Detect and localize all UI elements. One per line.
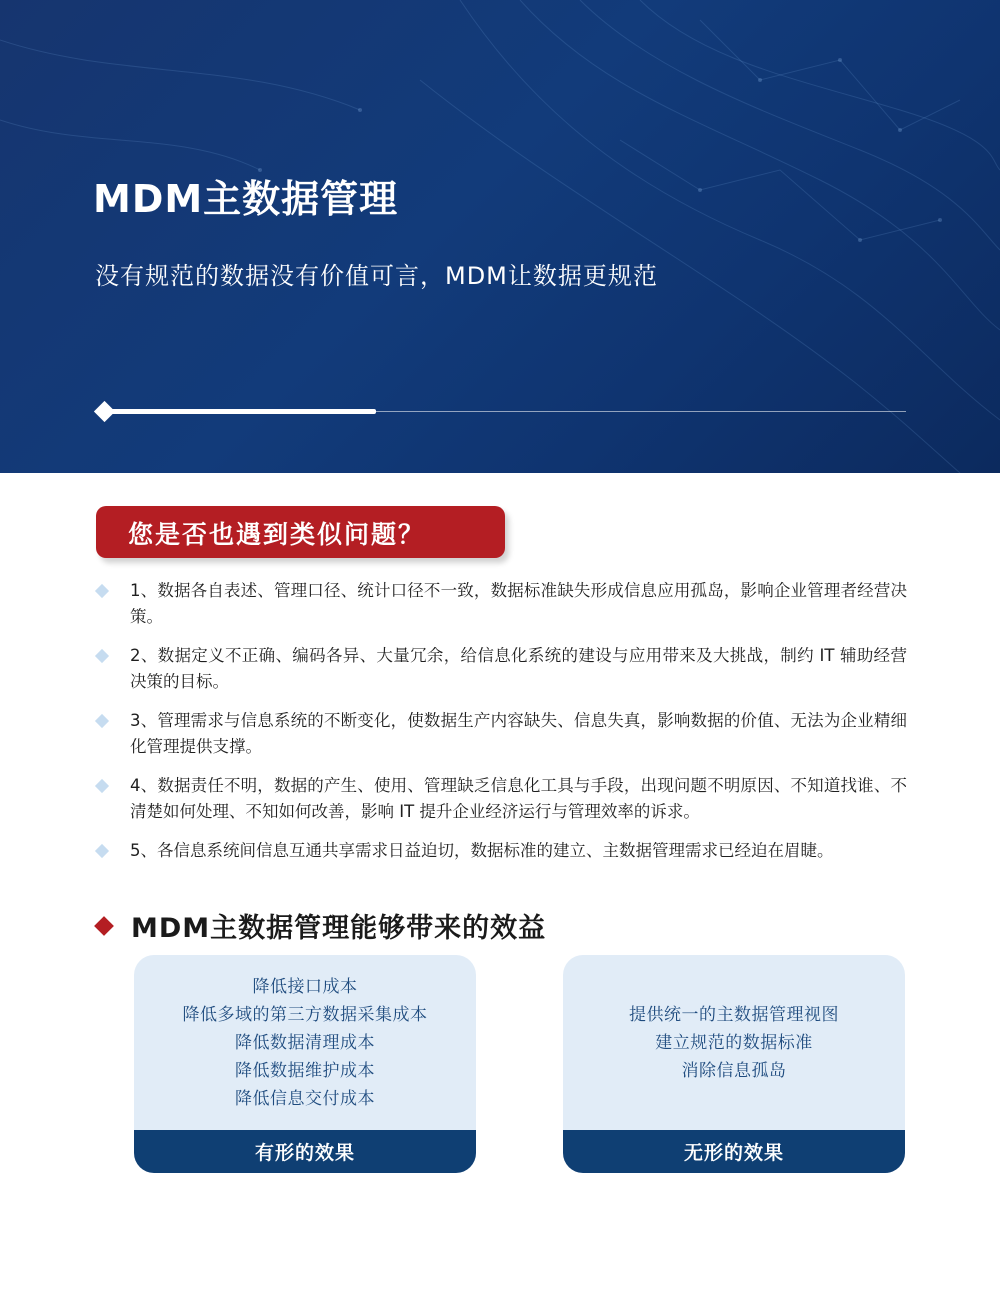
list-item-text: 4、数据责任不明，数据的产生、使用、管理缺乏信息化工具与手段，出现问题不明原因、不知道找谁、不清楚如何处理、不知如何改善，影响 IT 提升企业经济运行与管理效率的诉求。: [130, 776, 907, 821]
card-line: 降低多域的第三方数据采集成本: [182, 1004, 428, 1025]
card-lines: [134, 955, 476, 1130]
list-item: [95, 708, 907, 760]
question-banner: [96, 506, 505, 558]
list-item: [95, 838, 907, 864]
page-title: MDM主数据管理: [93, 177, 399, 221]
card-line: 降低数据维护成本: [235, 1060, 375, 1081]
card-line: 降低数据清理成本: [235, 1032, 375, 1053]
card-line: 降低信息交付成本: [235, 1088, 375, 1109]
network-background: [0, 0, 1000, 473]
card-footer: 有形的效果: [134, 1130, 476, 1173]
diamond-bullet-icon: [95, 779, 109, 793]
list-item: [95, 773, 907, 825]
list-item-text: 1、数据各自表述、管理口径、统计口径不一致，数据标准缺失形成信息应用孤岛，影响企业管理者经营决策。: [130, 581, 907, 626]
hero-banner: [0, 0, 1000, 473]
card-lines: [563, 955, 905, 1130]
list-item-text: 5、各信息系统间信息互通共享需求日益迫切，数据标准的建立、主数据管理需求已经迫在眉睫。: [130, 841, 834, 860]
card-line: 消除信息孤岛: [681, 1060, 787, 1081]
list-item-text: 3、管理需求与信息系统的不断变化，使数据生产内容缺失、信息失真，影响数据的价值、无法为企业精细化管理提供支撑。: [130, 711, 907, 756]
page-subtitle: 没有规范的数据没有价值可言，MDM让数据更规范: [95, 262, 658, 290]
card-line: 降低接口成本: [252, 976, 358, 997]
diamond-bullet-icon: [95, 844, 109, 858]
card-footer: 无形的效果: [563, 1130, 905, 1173]
intangible-benefits-card: [563, 955, 905, 1173]
card-line: 提供统一的主数据管理视图: [629, 1004, 839, 1025]
diamond-bullet-icon: [95, 584, 109, 598]
question-banner-label: 您是否也遇到类似问题？: [128, 520, 426, 549]
diamond-bullet-icon: [95, 649, 109, 663]
tangible-benefits-card: [134, 955, 476, 1173]
list-item: [95, 643, 907, 695]
diamond-bullet-icon: [95, 714, 109, 728]
card-line: 建立规范的数据标准: [655, 1032, 813, 1053]
divider-accent-bar: [104, 409, 376, 414]
problem-list: [95, 578, 907, 877]
list-item-text: 2、数据定义不正确、编码各异、大量冗余，给信息化系统的建设与应用带来及大挑战，制约 IT 辅助经营决策的目标。: [130, 646, 907, 691]
list-item: [95, 578, 907, 630]
diamond-icon: [94, 916, 114, 936]
benefits-heading-label: MDM主数据管理能够带来的效益: [131, 913, 547, 944]
